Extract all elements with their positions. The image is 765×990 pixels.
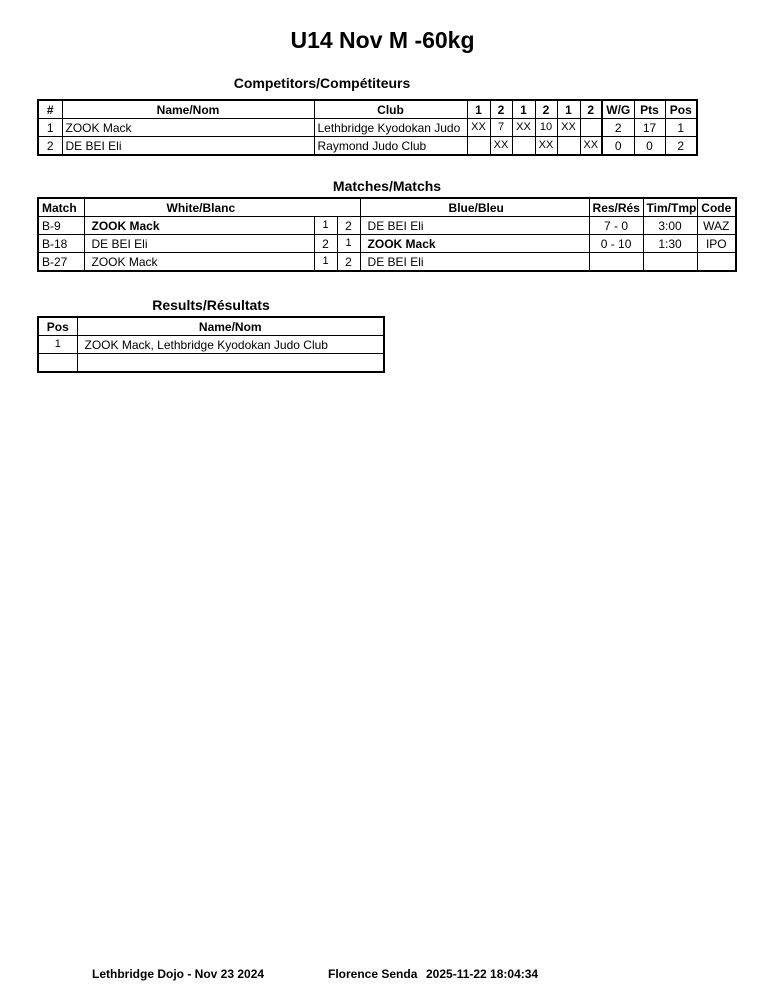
table-row: [38, 217, 736, 235]
round-cell: XX: [467, 119, 490, 137]
col-round: 2: [490, 100, 512, 119]
competitor-club: Lethbridge Kyodokan Judo: [314, 119, 467, 137]
round-cell: XX: [490, 137, 512, 156]
footer-operator: Florence Senda: [328, 967, 418, 981]
competitor-wg: 2: [602, 119, 634, 137]
result-pos: 1: [38, 336, 77, 354]
competitor-name: DE BEI Eli: [62, 137, 314, 156]
match-id: B-27: [38, 253, 84, 272]
matches-table: [37, 197, 737, 272]
competitor-num: 1: [38, 119, 62, 137]
col-club: Club: [314, 100, 467, 119]
col-wg: W/G: [602, 100, 634, 119]
match-time: 1:30: [643, 235, 697, 253]
col-round: 1: [467, 100, 490, 119]
col-time: Tim/Tmp: [643, 198, 697, 217]
col-pos: Pos: [38, 317, 77, 336]
result-name: [77, 354, 384, 373]
table-row: [38, 119, 697, 137]
blue-player: DE BEI Eli: [360, 253, 589, 272]
match-result: 0 - 10: [589, 235, 643, 253]
results-table: [37, 316, 385, 373]
match-code: WAZ: [697, 217, 736, 235]
col-round: 1: [557, 100, 580, 119]
col-name: Name/Nom: [62, 100, 314, 119]
competitor-pts: 0: [634, 137, 665, 156]
col-blue: Blue/Bleu: [360, 198, 589, 217]
col-round: 2: [580, 100, 602, 119]
blue-num: 2: [337, 217, 360, 235]
col-num: #: [38, 100, 62, 119]
white-player: ZOOK Mack: [84, 217, 314, 235]
table-row: [38, 354, 384, 373]
match-result: 7 - 0: [589, 217, 643, 235]
col-round: 2: [535, 100, 557, 119]
round-cell: [512, 137, 535, 156]
competitor-pos: 2: [665, 137, 697, 156]
match-id: B-9: [38, 217, 84, 235]
competitor-pos: 1: [665, 119, 697, 137]
round-cell: XX: [557, 119, 580, 137]
white-num: 1: [314, 217, 337, 235]
round-cell: 10: [535, 119, 557, 137]
round-cell: 7: [490, 119, 512, 137]
round-cell: XX: [580, 137, 602, 156]
competitor-num: 2: [38, 137, 62, 156]
competitor-wg: 0: [602, 137, 634, 156]
round-cell: XX: [535, 137, 557, 156]
col-name: Name/Nom: [77, 317, 384, 336]
col-res: Res/Rés: [589, 198, 643, 217]
page-title: U14 Nov M -60kg: [290, 27, 475, 53]
competitors-header-row: [38, 100, 697, 119]
col-pts: Pts: [634, 100, 665, 119]
white-player: ZOOK Mack: [84, 253, 314, 272]
footer-timestamp: 2025-11-22 18:04:34: [426, 967, 539, 981]
match-id: B-18: [38, 235, 84, 253]
col-match: Match: [38, 198, 84, 217]
col-white: White/Blanc: [84, 198, 360, 217]
competitor-club: Raymond Judo Club: [314, 137, 467, 156]
results-header-row: [38, 317, 384, 336]
round-cell: XX: [512, 119, 535, 137]
table-row: [38, 137, 697, 156]
blue-num: 2: [337, 253, 360, 272]
blue-num: 1: [337, 235, 360, 253]
results-section-title: Results/Résultats: [152, 297, 270, 313]
match-time: [643, 253, 697, 272]
table-row: [38, 235, 736, 253]
match-code: [697, 253, 736, 272]
white-player: DE BEI Eli: [84, 235, 314, 253]
blue-player: ZOOK Mack: [360, 235, 589, 253]
white-num: 1: [314, 253, 337, 272]
competitor-pts: 17: [634, 119, 665, 137]
white-num: 2: [314, 235, 337, 253]
match-time: 3:00: [643, 217, 697, 235]
matches-header-row: [38, 198, 736, 217]
round-cell: [580, 119, 602, 137]
blue-player: DE BEI Eli: [360, 217, 589, 235]
round-cell: [467, 137, 490, 156]
result-name: ZOOK Mack, Lethbridge Kyodokan Judo Club: [77, 336, 384, 354]
result-pos: [38, 354, 77, 373]
col-round: 1: [512, 100, 535, 119]
competitors-table: [37, 99, 698, 156]
competitors-section-title: Competitors/Compétiteurs: [233, 75, 411, 91]
col-code: Code: [697, 198, 736, 217]
table-row: [38, 253, 736, 272]
match-result: [589, 253, 643, 272]
match-code: IPO: [697, 235, 736, 253]
table-row: [38, 336, 384, 354]
col-pos: Pos: [665, 100, 697, 119]
round-cell: [557, 137, 580, 156]
matches-section-title: Matches/Matchs: [332, 178, 442, 194]
footer-event: Lethbridge Dojo - Nov 23 2024: [92, 967, 265, 981]
competitor-name: ZOOK Mack: [62, 119, 314, 137]
